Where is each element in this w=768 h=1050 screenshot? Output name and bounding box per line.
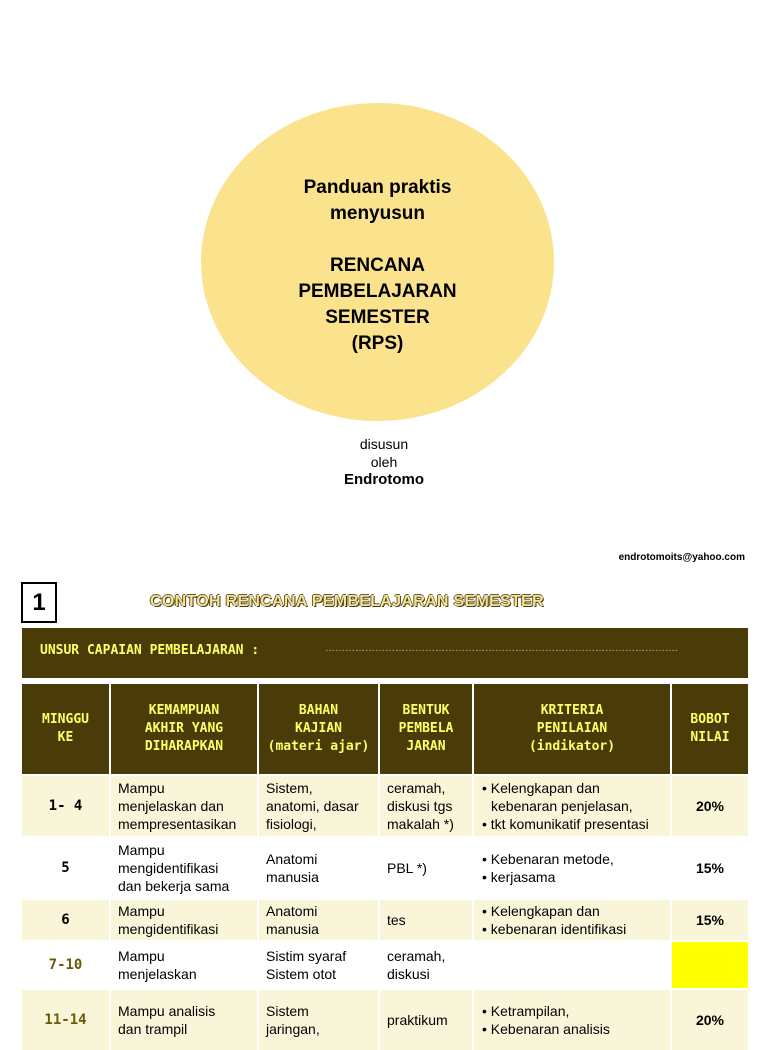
criteria-list [482,850,666,886]
cell-material-line: Anatomi [266,903,318,919]
cell-week: 5 [22,836,111,898]
header-ability-line: KEMAMPUAN [148,703,220,718]
criteria-item: • Kebenaran analisis [482,1021,610,1037]
criteria-list [482,902,666,938]
cell-ability [111,774,259,836]
cell-weight: 15% [672,898,748,940]
criteria-item: • Kelengkapan dan [482,903,600,919]
cell-form-line: ceramah, [387,780,446,796]
table-body [22,774,748,1050]
header-ability-line: AKHIR YANG [144,721,224,736]
cell-material [259,836,380,898]
byline [0,435,768,489]
header-form-line: JARAN [406,739,446,754]
author-email: endrotomoits@yahoo.com [618,552,745,563]
header-form-line: BENTUK [402,703,450,718]
table-row [22,988,748,1050]
criteria-item: • Kelengkapan dan kebenaran penjelasan, [482,780,633,814]
cell-ability-line: Mampu [118,842,165,858]
cell-material-line: Sistem otot [266,966,337,982]
header-form-line: PEMBELA [398,721,454,736]
header-criteria [474,684,672,774]
cell-ability [111,898,259,940]
header-material [259,684,380,774]
header-criteria-line: KRITERIA [540,703,604,718]
cell-ability-line: menjelaskan [118,966,197,982]
criteria-item: • kebenaran identifikasi [482,921,627,937]
cell-material-line: Anatomi [266,851,318,867]
cell-form-line: makalah *) [387,816,454,832]
header-week-line: KE [57,730,74,745]
cell-material-line: fisiologi, [266,816,317,832]
criteria-item: • Ketrampilan, [482,1003,570,1019]
cell-form [380,988,474,1050]
header-criteria-line: PENILAIAN [536,721,608,736]
criteria-list [482,779,666,833]
table-header-row [22,684,748,774]
cell-week: 6 [22,898,111,940]
cell-week: 11-14 [22,988,111,1050]
rps-table [22,684,748,1050]
slide-title: CONTOH RENCANA PEMBELAJARAN SEMESTER [150,593,544,610]
header-criteria-line: (indikator) [528,739,616,754]
header-ability-line: DIHARAPKAN [144,739,224,754]
cell-criteria [474,940,672,988]
cell-criteria [474,988,672,1050]
cell-ability-line: menjelaskan dan [118,798,224,814]
cell-form-line: tes [387,912,406,928]
cell-ability-line: dan trampil [118,1021,188,1037]
table-row [22,836,748,898]
criteria-item: • tkt komunikatif presentasi [482,816,649,832]
cell-ability-line: Mampu [118,780,165,796]
cover-line1: Panduan praktis [303,177,452,198]
cell-ability-line: dan bekerja sama [118,878,230,894]
slide-number: 1 [21,582,57,623]
cell-ability-line: mempresentasikan [118,816,237,832]
cell-material [259,988,380,1050]
cell-week: 1- 4 [22,774,111,836]
cell-form [380,940,474,988]
header-material-line: (materi ajar) [267,739,370,754]
cell-ability-line: Mampu [118,903,165,919]
cell-weight: 15% [672,836,748,898]
cell-material-line: Sistem [266,1003,309,1019]
byline-oleh: oleh [370,454,398,470]
learning-outcome-placeholder: ……………………………………………………………………………………………. [325,643,678,654]
cell-form-line: diskusi [387,966,430,982]
cell-material-line: jaringan, [266,1021,320,1037]
cover-line3: RENCANA [330,255,425,276]
cover-line2: menyusun [329,203,426,224]
cell-ability-line: Mampu [118,948,165,964]
cell-weight: 20% [672,988,748,1050]
header-week-line: MINGGU [42,712,89,727]
header-ability [111,684,259,774]
table-row [22,898,748,940]
cell-week: 7-10 [22,940,111,988]
header-form [380,684,474,774]
cover-title [201,175,554,357]
table-row [22,940,748,988]
cell-criteria [474,774,672,836]
cell-form-line: PBL *) [387,860,427,876]
cell-material [259,940,380,988]
header-weight-line: BOBOT [690,712,730,727]
cell-ability-line: mengidentifikasi [118,921,219,937]
cell-form [380,836,474,898]
cell-ability [111,940,259,988]
author-name: Endrotomo [344,471,424,488]
cell-ability-line: Mampu analisis [118,1003,216,1019]
cell-ability [111,988,259,1050]
cell-material-line: manusia [266,869,319,885]
cover-line4: PEMBELAJARAN [298,281,457,302]
cell-form-line: praktikum [387,1012,448,1028]
cell-criteria [474,836,672,898]
cell-material [259,898,380,940]
cell-material-line: Sistem, [266,780,313,796]
cell-weight [672,940,748,988]
cell-form [380,774,474,836]
cover-line5: SEMESTER [325,307,430,328]
cell-material-line: anatomi, dasar [266,798,359,814]
criteria-item: • kerjasama [482,869,556,885]
cell-material-line: manusia [266,921,319,937]
header-week [22,684,111,774]
learning-outcome-label: UNSUR CAPAIAN PEMBELAJARAN : [40,643,260,658]
cover-line6: (RPS) [351,333,404,354]
header-weight-line: NILAI [690,730,730,745]
cell-form-line: ceramah, [387,948,446,964]
cell-ability [111,836,259,898]
cell-material [259,774,380,836]
header-material-line: KAJIAN [295,721,342,736]
table-row [22,774,748,836]
cell-form [380,898,474,940]
cell-weight: 20% [672,774,748,836]
byline-disusun: disusun [359,436,409,452]
cell-material-line: Sistim syaraf [266,948,347,964]
cell-ability-line: mengidentifikasi [118,860,219,876]
cell-form-line: diskusi tgs [387,798,453,814]
cell-criteria [474,898,672,940]
criteria-item: • Kebenaran metode, [482,851,614,867]
header-weight [672,684,748,774]
header-material-line: BAHAN [298,703,339,718]
criteria-list [482,1002,666,1038]
